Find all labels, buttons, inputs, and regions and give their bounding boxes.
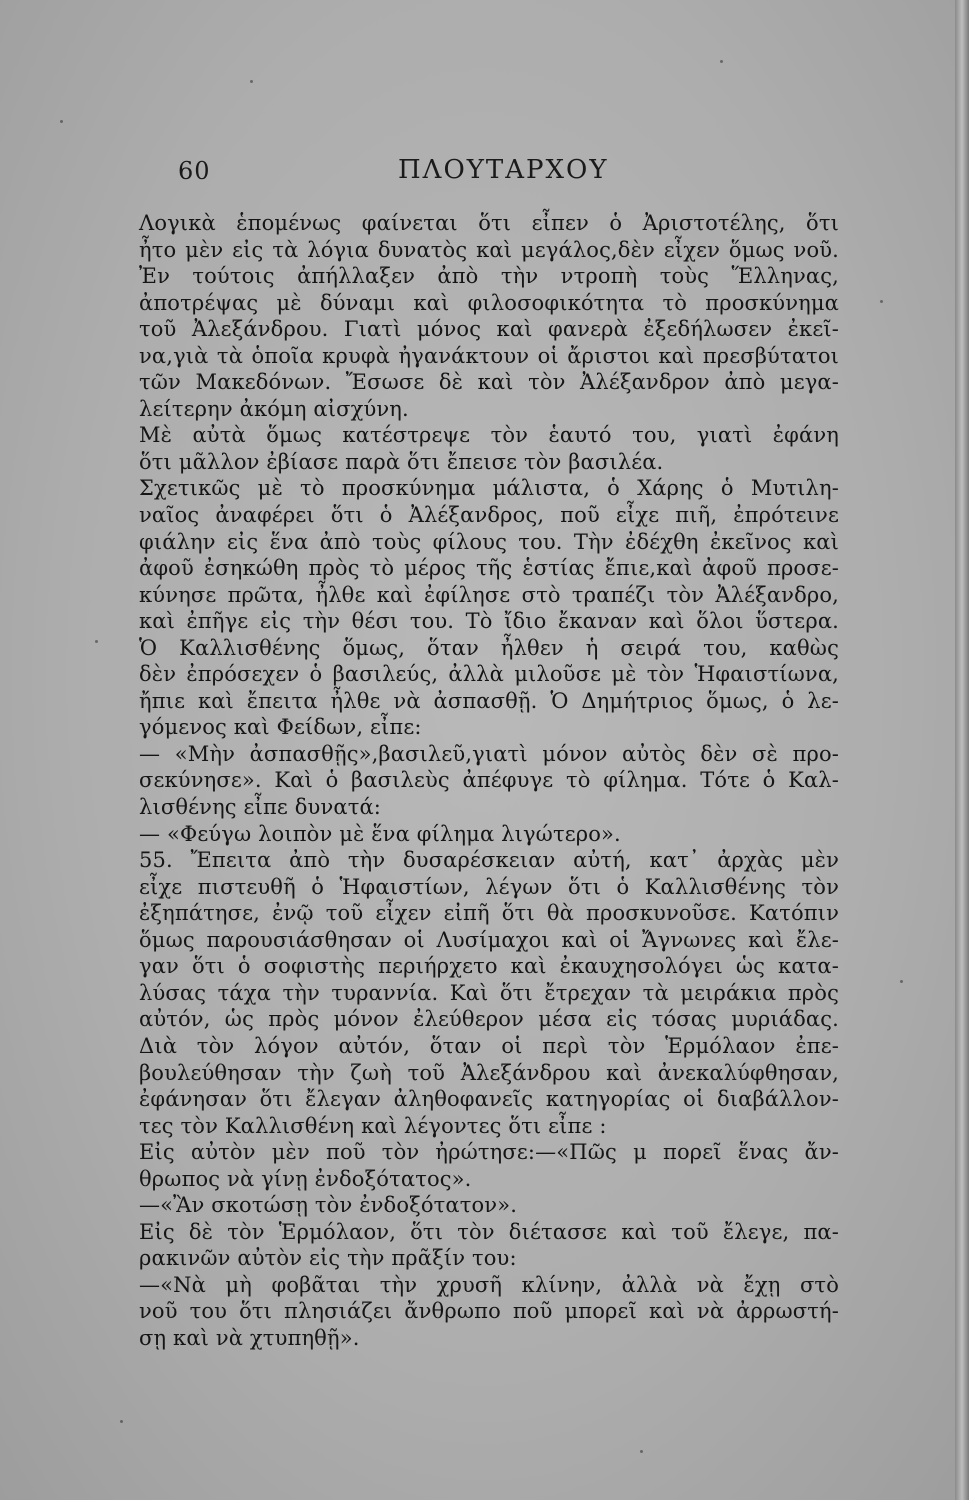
page-header	[0, 155, 969, 189]
text-line: — «Μὴν ἀσπασθῇς»,βασιλεῦ,γιατὶ μόνον αὐτὸς δὲν σὲ προ-	[139, 741, 839, 766]
body-text	[139, 210, 839, 1352]
text-line: Λογικὰ ἑπομένως φαίνεται ὅτι εἶπεν ὁ Ἀριστοτέλης, ὅτι	[139, 211, 839, 235]
text-line: ἤπιε καὶ ἔπειτα ἦλθε νὰ ἀσπασθῇ. Ὁ Δημήτριος ὅμως, ὁ λε-	[139, 688, 839, 713]
text-line: ὅμως παρουσιάσθησαν οἱ Λυσίμαχοι καὶ οἱ Ἄγνωνες καὶ ἔλε-	[139, 927, 839, 952]
text-line: αὐτόν, ὡς πρὸς μόνον ἐλεύθερον μέσα εἰς τόσας μυριάδας.	[139, 1007, 839, 1032]
text-line: Ἐν τούτοις ἀπήλλαξεν ἀπὸ τὴν ντροπὴ τοὺς Ἕλληνας,	[139, 264, 839, 289]
text-line: τοῦ Ἀλεξάνδρου. Γιατὶ μόνος καὶ φανερὰ ἐξεδήλωσεν ἐκεῖ-	[139, 317, 839, 342]
page-number: 60	[178, 157, 211, 185]
text-line: δὲν ἐπρόσεχεν ὁ βασιλεύς, ἀλλὰ μιλοῦσε μὲ τὸν Ἡφαιστίωνα,	[139, 662, 839, 687]
text-line: ἦτο μὲν εἰς τὰ λόγια δυνατὸς καὶ μεγάλος,δὲν εἶχεν ὅμως νοῦ.	[139, 237, 839, 262]
text-line: νοῦ του ὅτι πλησιάζει ἄνθρωπο ποῦ μπορεῖ καὶ νὰ ἀρρωστή-	[139, 1299, 839, 1324]
text-line: ἐφάνησαν ὅτι ἔλεγαν ἀληθοφανεῖς κατηγορίας οἱ διαβάλλον-	[139, 1087, 839, 1112]
text-line: —«Ἂν σκοτώσῃ τὸν ἐνδοξότατον».	[139, 1193, 518, 1218]
text-line: Ὁ Καλλισθένης ὅμως, ὅταν ἦλθεν ἡ σειρά του, καθὼς	[139, 635, 839, 660]
text-line: να,γιὰ τὰ ὁποῖα κρυφὰ ἠγανάκτουν οἱ ἄριστοι καὶ πρεσβύτατοι	[139, 343, 839, 368]
text-line: λισθένης εἶπε δυνατά:	[139, 795, 382, 820]
running-head: ΠΛΟΥΤΑΡΧΟΥ	[398, 155, 609, 185]
text-line: κύνησε πρῶτα, ἦλθε καὶ ἐφίλησε στὸ τραπέζι τὸν Ἀλέξανδρο,	[139, 582, 839, 607]
text-line: λείτερην ἀκόμη αἰσχύνη.	[139, 396, 409, 421]
page-edge-shadow	[955, 0, 969, 1500]
text-line: Εἰς αὐτὸν μὲν ποῦ τὸν ἠρώτησε:—«Πῶς μ πορεῖ ἕνας ἄν-	[139, 1140, 839, 1165]
text-line: ἐξηπάτησε, ἐνῷ τοῦ εἶχεν εἰπῆ ὅτι θὰ προσκυνοῦσε. Κατόπιν	[139, 901, 839, 926]
text-line: τες τὸν Καλλισθένη καὶ λέγοντες ὅτι εἶπε :	[139, 1113, 607, 1138]
paper-speck	[250, 80, 253, 83]
text-line: γαν ὅτι ὁ σοφιστὴς περιήρχετο καὶ ἐκαυχησολόγει ὡς κατα-	[139, 954, 839, 979]
text-line: ὅτι μᾶλλον ἐβίασε παρὰ ὅτι ἔπεισε τὸν βασιλέα.	[139, 449, 664, 474]
text-line: 55. Ἔπειτα ἀπὸ τὴν δυσαρέσκειαν αὐτή, κατ᾿ ἀρχὰς μὲν	[139, 848, 839, 873]
text-line: βουλεύθησαν τὴν ζωὴ τοῦ Ἀλεξάνδρου καὶ ἀνεκαλύφθησαν,	[139, 1060, 839, 1085]
text-line: —«Νὰ μὴ φοβᾶται τὴν χρυσῆ κλίνην, ἀλλὰ νὰ ἔχῃ στὸ	[139, 1272, 839, 1297]
text-line: ναῖος ἀναφέρει ὅτι ὁ Ἀλέξανδρος, ποῦ εἶχε πιῆ, ἐπρότεινε	[139, 503, 839, 528]
text-line: τῶν Μακεδόνων. Ἔσωσε δὲ καὶ τὸν Ἀλέξανδρον ἀπὸ μεγα-	[139, 370, 839, 395]
text-line: — «Φεύγω λοιπὸν μὲ ἕνα φίλημα λιγώτερο».	[139, 821, 621, 846]
text-line: γόμενος καὶ Φείδων, εἶπε:	[139, 715, 422, 740]
paper-speck	[720, 60, 723, 63]
text-line: καὶ ἐπῆγε εἰς τὴν θέσι του. Τὸ ἴδιο ἔκαναν καὶ ὅλοι ὕστερα.	[139, 609, 839, 634]
text-line: λύσας τάχα τὴν τυραννία. Καὶ ὅτι ἔτρεχαν τὰ μειράκια πρὸς	[139, 980, 839, 1005]
text-line: Διὰ τὸν λόγον αὐτόν, ὅταν οἱ περὶ τὸν Ἑρμόλαον ἐπε-	[139, 1033, 839, 1058]
paper-speck	[60, 120, 63, 123]
text-line: Μὲ αὐτὰ ὅμως κατέστρεψε τὸν ἑαυτό του, γιατὶ ἐφάνη	[139, 423, 839, 448]
text-line: Σχετικῶς μὲ τὸ προσκύνημα μάλιστα, ὁ Χάρης ὁ Μυτιλη-	[139, 476, 839, 501]
text-line: ρακινῶν αὐτὸν εἰς τὴν πρᾶξίν του:	[139, 1246, 517, 1271]
paper-speck	[880, 300, 883, 303]
text-line: σῃ καὶ νὰ χτυπηθῇ».	[139, 1325, 360, 1350]
text-line: Εἰς δὲ τὸν Ἑρμόλαον, ὅτι τὸν διέτασσε καὶ τοῦ ἔλεγε, πα-	[139, 1219, 839, 1244]
paper-speck	[640, 1450, 643, 1453]
text-line: ἀφοῦ ἐσηκώθη πρὸς τὸ μέρος τῆς ἑστίας ἔπιε,καὶ ἀφοῦ προσε-	[139, 556, 839, 581]
paper-speck	[900, 980, 903, 983]
text-line: θρωπος νὰ γίνῃ ἐνδοξότατος».	[139, 1166, 472, 1191]
text-line: εἶχε πιστευθῆ ὁ Ἡφαιστίων, λέγων ὅτι ὁ Καλλισθένης τὸν	[139, 874, 839, 899]
paper-speck	[120, 1420, 123, 1423]
text-line: φιάλην εἰς ἕνα ἀπὸ τοὺς φίλους του. Τὴν ἐδέχθη ἐκεῖνος καὶ	[139, 529, 839, 554]
text-line: ἀποτρέψας μὲ δύναμι καὶ φιλοσοφικότητα τὸ προσκύνημα	[139, 290, 839, 315]
paper-speck	[95, 640, 98, 643]
text-line: σεκύνησε». Καὶ ὁ βασιλεὺς ἀπέφυγε τὸ φίλημα. Τότε ὁ Καλ-	[139, 768, 839, 793]
